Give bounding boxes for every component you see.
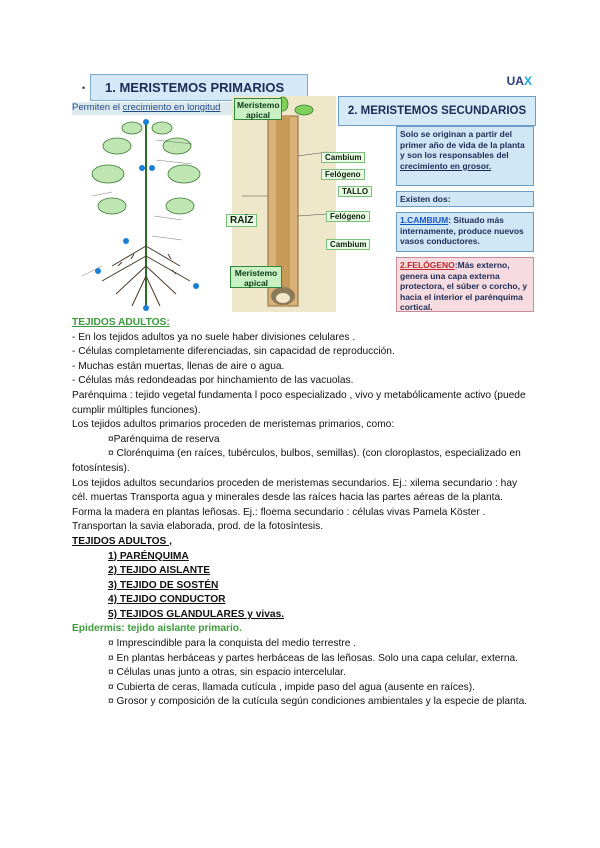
label-felogeno-2: Felógeno <box>326 211 370 222</box>
info-box-existen-dos: Existen dos: <box>396 191 534 207</box>
label-meristemo-apical-bottom: Meristemo apical <box>230 266 282 288</box>
label-cambium-2: Cambium <box>326 239 370 250</box>
label-cambium-1: Cambium <box>321 152 365 163</box>
label-meristemo-apical-top: Meristemo apical <box>234 98 282 120</box>
info-box-felogeno: 2.FELÓGENO:Más externo, genera una capa externa protectora, el súber o corcho, y hacia el interior el parénquima cortical. <box>396 257 534 312</box>
list-item: 4) TEJIDO CONDUCTOR <box>108 594 226 606</box>
text-line: - Células más redondeadas por hinchamiento de las vacuolas. <box>72 375 354 387</box>
list-item: 3) TEJIDO DE SOSTÉN <box>108 579 219 591</box>
plant-diagram <box>72 116 227 312</box>
info-box-grosor: Solo se originan a partir del primer año de vida de la planta y son los responsables del crecimiento en grosor. <box>396 126 534 186</box>
label-raiz: RAÍZ <box>226 214 257 227</box>
bullet-item: ¤ Imprescindible para la conquista del medio terrestre . <box>108 638 357 650</box>
text-line: - Células completamente diferenciadas, sin capacidad de reproducción. <box>72 346 395 358</box>
paragraph-parenquima: Parénquima : tejido vegetal fundamenta l poco especializado , vivo y metabólicamente activo (puede cumplir múltiples funciones). <box>72 389 526 416</box>
heading-epidermis: Epidermis: tejido aislante primario. <box>72 623 242 635</box>
bullet-item: ¤ En plantas herbáceas y partes herbáceas de las leñosas. Solo una capa celular, externa. <box>108 652 519 664</box>
heading-tejidos-adultos-list: TEJIDOS ADULTOS , <box>72 535 172 547</box>
list-item: 1) PARÉNQUIMA <box>108 550 189 562</box>
label-felogeno-1: Felógeno <box>321 169 365 180</box>
text-line: - Muchas están muertas, llenas de aire o agua. <box>72 360 285 372</box>
notes-text <box>72 316 532 710</box>
slide-bullet: • <box>82 83 86 93</box>
bullet-item: ¤ Células unas junto a otras, sin espacio intercelular. <box>108 667 346 679</box>
paragraph-secundarios: Los tejidos adultos secundarios proceden de meristemas secundarios. Ej.: xilema secundario : hay cél. muertas Transporta agua y minerales desde las raíces hacia las partes aéreas de la planta. Forma la madera en plantas leñosas. Ej.: floema secundario : células vivas Pamela Köster . Transportan la savia elaborada, prod. de la fotosíntesis. <box>72 477 518 533</box>
growth-caption: Permiten el crecimiento en longitud <box>72 102 232 115</box>
text-line: Los tejidos adultos primarios proceden de meristemas primarios, como: <box>72 419 395 431</box>
info-box-cambium: 1.CAMBIUM: Situado más internamente, produce nuevos vasos conductores. <box>396 212 534 252</box>
bullet-item: ¤ Cubierta de ceras, llamada cutícula , impide paso del agua (ausente en raíces). <box>108 681 475 693</box>
heading-tejidos-adultos: TEJIDOS ADULTOS: <box>72 317 170 328</box>
bullet-item: ¤ Grosor y composición de la cutícula según condiciones ambientales y la especie de planta. <box>108 696 528 708</box>
banner-meristemos-primarios: 1. MERISTEMOS PRIMARIOS <box>90 74 308 101</box>
slide-image <box>70 66 538 314</box>
text-line: - En los tejidos adultos ya no suele haber divisiones celulares . <box>72 331 356 343</box>
uax-logo: UAX <box>506 74 532 88</box>
bullet-item: ¤Parénquima de reserva <box>108 433 220 445</box>
list-item: 5) TEJIDOS GLANDULARES y vivas. <box>108 608 285 620</box>
banner-meristemos-secundarios: 2. MERISTEMOS SECUNDARIOS <box>338 96 536 126</box>
list-item: 2) TEJIDO AISLANTE <box>108 565 211 577</box>
label-tallo: TALLO <box>338 186 372 197</box>
bullet-item: ¤ Clorénquima (en raíces, tubérculos, bulbos, semillas). (con cloroplastos, especializado en fotosíntesis). <box>72 448 521 474</box>
